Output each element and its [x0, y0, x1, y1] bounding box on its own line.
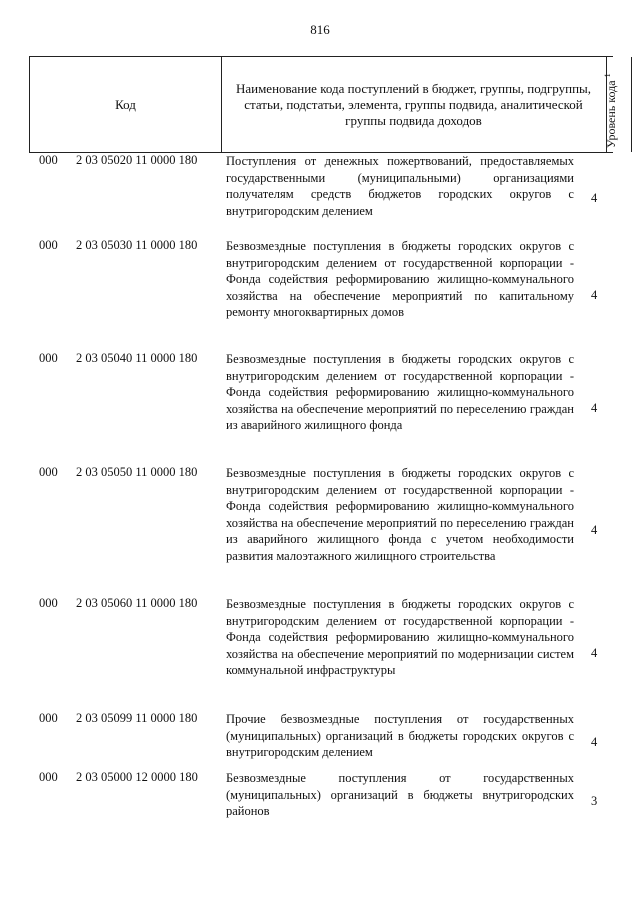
- admin-code: 000: [39, 351, 58, 365]
- revenue-name: Прочие безвозмездные поступления от государственных (муниципальных) организаций в бюджеты городских округов с внутригородским делением: [226, 712, 574, 760]
- header-code: Код: [29, 57, 222, 152]
- admin-code: 000: [39, 596, 58, 610]
- revenue-name: Безвозмездные поступления от государственных (муниципальных) организаций в бюджеты внутригородских районов: [226, 771, 574, 819]
- revenue-code: 2 03 05060 11 0000 180: [76, 596, 198, 610]
- revenue-name: Безвозмездные поступления в бюджеты городских округов с внутригородским делением от государственной корпорации - Фонда содействия реформированию жилищно-коммунального хозяйства на обеспечение мероприятий по капитальному ремонту многоквартирных домов: [226, 239, 574, 320]
- code-level: 4: [591, 191, 598, 205]
- revenue-code: 2 03 05099 11 0000 180: [76, 711, 198, 725]
- header-name-text: Наименование кода поступлений в бюджет, группы, подгруппы, статьи, подстатьи, элемента, группы подвида, аналитической группы подвида доходов: [235, 80, 592, 128]
- code-level: 3: [591, 794, 598, 808]
- code-level: 4: [591, 646, 598, 660]
- revenue-name: Безвозмездные поступления в бюджеты городских округов с внутригородским делением от государственной корпорации - Фонда содействия реформированию жилищно-коммунального хозяйства на обеспечение мероприятий по переселению граждан из аварийного жилищного фонда: [226, 352, 574, 433]
- revenue-code: 2 03 05030 11 0000 180: [76, 238, 198, 252]
- revenue-code: 2 03 05040 11 0000 180: [76, 351, 198, 365]
- header-name: [221, 57, 607, 152]
- admin-code: 000: [39, 770, 58, 784]
- header-level-text: Уровень кода: [604, 80, 618, 148]
- table-header: [29, 56, 618, 153]
- revenue-code: 2 03 05050 11 0000 180: [76, 465, 198, 479]
- code-level: 4: [591, 401, 598, 415]
- code-level: 4: [591, 523, 598, 537]
- revenue-name: Поступления от денежных пожертвований, предоставляемых государственными (муниципальными) организациями получателям средств бюджетов городских округов с внутригородским делением: [226, 154, 574, 218]
- admin-code: 000: [39, 465, 58, 479]
- header-level-footnote: 1: [603, 73, 612, 78]
- revenue-code: 2 03 05000 12 0000 180: [76, 770, 198, 784]
- revenue-code: 2 03 05020 11 0000 180: [76, 153, 198, 167]
- admin-code: 000: [39, 153, 58, 167]
- header-level: [603, 57, 632, 152]
- admin-code: 000: [39, 711, 58, 725]
- revenue-name: Безвозмездные поступления в бюджеты городских округов с внутригородским делением от государственной корпорации - Фонда содействия реформированию жилищно-коммунального хозяйства на обеспечение мероприятий по переселению граждан из аварийного жилищного фонда с учетом необходимости развития малоэтажного жилищного строительства: [226, 466, 574, 563]
- revenue-name: Безвозмездные поступления в бюджеты городских округов с внутригородским делением от государственной корпорации - Фонда содействия реформированию жилищно-коммунального хозяйства на обеспечение мероприятий по модернизации систем коммунальной инфраструктуры: [226, 597, 574, 678]
- page-number: 816: [310, 22, 330, 37]
- code-level: 4: [591, 735, 598, 749]
- admin-code: 000: [39, 238, 58, 252]
- header-level-label: [603, 73, 619, 148]
- code-level: 4: [591, 288, 598, 302]
